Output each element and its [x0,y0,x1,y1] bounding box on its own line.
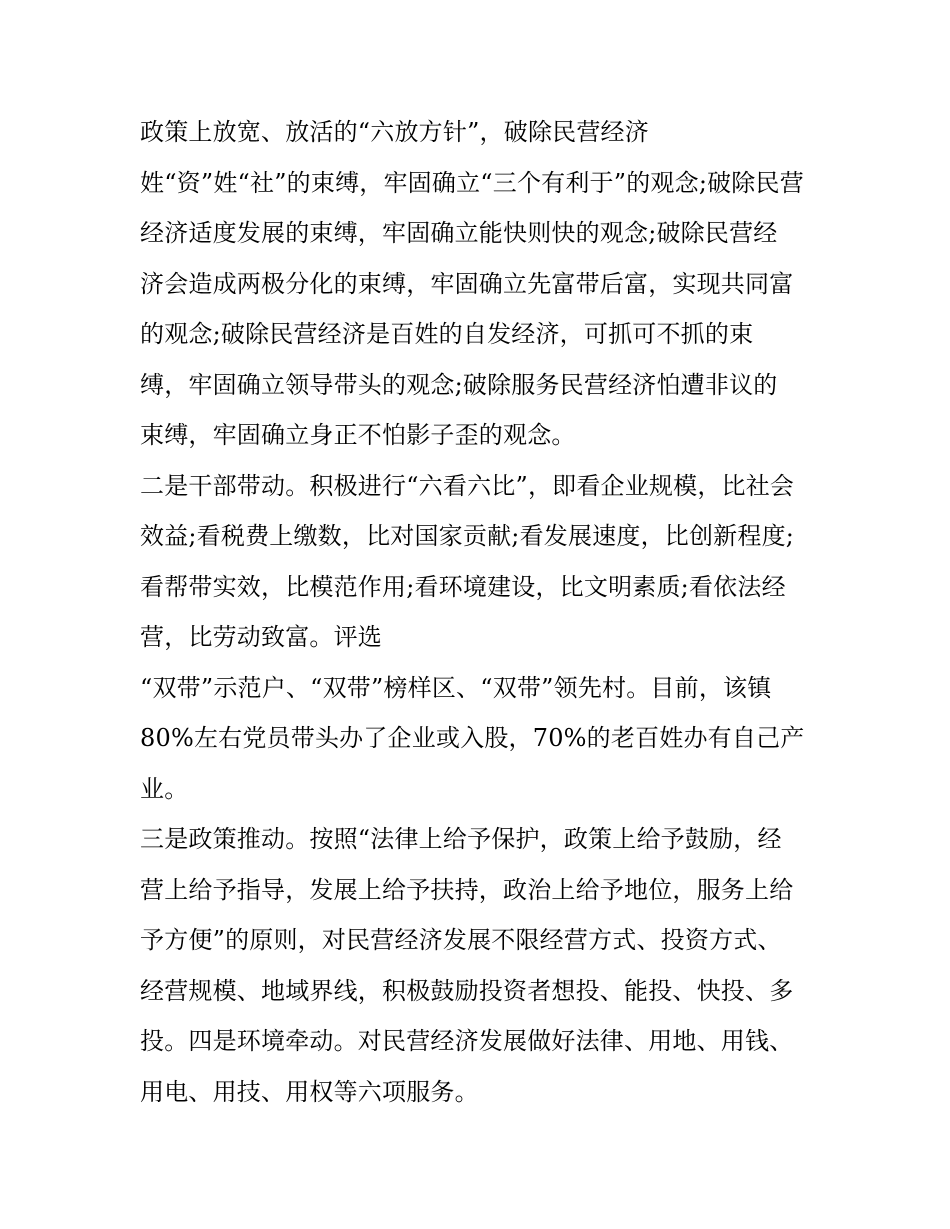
text-line: 经营规模、地域界线，积极鼓励投资者想投、能投、快投、多 [140,976,794,1005]
text-line: 营上给予指导，发展上给予扶持，政治上给予地位，服务上给 [140,875,794,904]
text-line: 投。四是环境牵动。对民营经济发展做好法律、用地、用钱、 [140,1027,794,1055]
text-line: 姓“资”姓“社”的束缚，牢固确立“三个有利于”的观念;破除民营 [140,168,804,197]
text-line: 业。 [140,774,189,803]
text-line: 经济适度发展的束缚，牢固确立能快则快的观念;破除民营经 [140,219,778,247]
text-line: 缚，牢固确立领导带头的观念;破除服务民营经济怕遭非议的 [140,370,778,399]
text-line: 束缚，牢固确立身正不怕影子歪的观念。 [140,421,576,449]
text-line: 80%左右党员带头办了企业或入股，70%的老百姓办有自己产 [140,724,805,752]
text-line: 看帮带实效，比模范作用;看环境建设，比文明素质;看依法经 [140,572,786,601]
text-line: 用电、用技、用权等六项服务。 [140,1077,479,1106]
text-line: 三是政策推动。按照“法律上给予保护，政策上给予鼓励，经 [140,825,782,853]
text-line: 政策上放宽、放活的“六放方针”，破除民营经济 [140,118,649,146]
text-line: 予方便”的原则，对民营经济发展不限经营方式、投资方式、 [140,926,782,954]
text-line: 二是干部带动。积极进行“六看六比”，即看企业规模，比社会 [140,471,795,500]
document-body [140,107,840,1117]
text-line: 济会造成两极分化的束缚，牢固确立先富带后富，实现共同富 [140,269,794,298]
text-line: 效益;看税费上缴数，比对国家贡献;看发展速度，比创新程度; [140,522,795,550]
text-line: 营，比劳动致富。评选 [140,623,382,651]
text-line: 的观念;破除民营经济是百姓的自发经济，可抓可不抓的束 [140,320,754,348]
text-line: “双带”示范户、“双带”榜样区、“双带”领先村。目前，该镇 [140,673,772,702]
